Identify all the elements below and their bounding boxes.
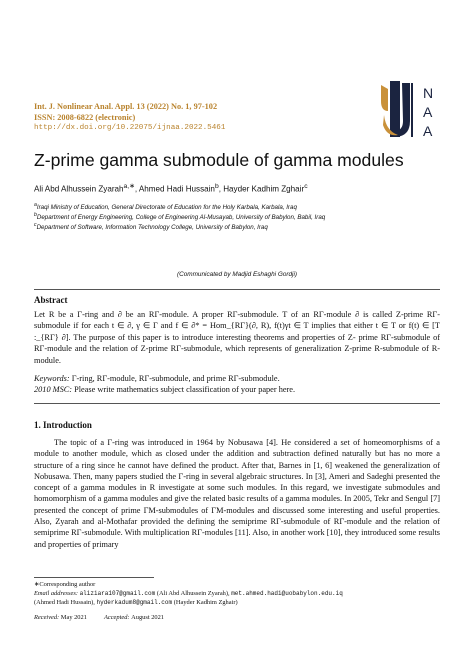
- email-link[interactable]: met.ahmed.hadi@uobabylon.edu.iq: [231, 590, 343, 598]
- msc-label: 2010 MSC:: [34, 385, 73, 395]
- affiliation-sup: c: [34, 222, 37, 228]
- abstract-heading: Abstract: [34, 295, 68, 305]
- abstract-top-rule: [34, 289, 440, 290]
- email-link[interactable]: hyderkadum8@gmail.com: [96, 599, 173, 607]
- journal-citation: Int. J. Nonlinear Anal. Appl. 13 (2022) No. 1, 97-102: [34, 102, 218, 111]
- corresponding-author-note: ∗Corresponding author: [34, 581, 96, 588]
- introduction-paragraph: The topic of a Γ-ring was introduced in 1964 by Nobusawa [4]. He considered a set of homeomorphisms of a module to another module, which as closed under the addition and subtraction defined naturally but has no more a structure of a ring since he cannot have defined the product. After that, Barnes in [1, 6] weakened the generalization of Nobusawa. Then, many papers studied the Γ-ring in several algebraic structures. In [3], Ameri and Sadeghi presented the concept of a gamma modules in R investigate at some such modules. In this regard, we investigate submodules and homomorphism of a gamma modules and give the related basic results of a gamma modules. In 2005, Tekr and Sengul [7] presented the concept of prime ΓM-submodules of ΓM-modules and discussed some interesting and useful properties. Also, Zyarah and al-Mothafar provided the defining the semiprime RΓ-submodule of RΓ-module and the relation of semiprime RΓ-submodule. With multiplication RΓ-modules [11]. Also, in another work [10], they introduced some results and properties of primary: [34, 438, 440, 549]
- author-name: Hayder Kadhim Zghair: [223, 184, 305, 194]
- journal-issn: ISSN: 2008-6822 (electronic): [34, 113, 136, 123]
- section-heading: 1. Introduction: [34, 420, 92, 430]
- author-list: Ali Abd Alhussein Zyarah$^{a,∗}$, Ahmed Hadi Hussain$^b$, Hayder Kadhim Zghair$^c$: [34, 183, 308, 194]
- accepted-date: August 2021: [131, 614, 164, 621]
- author-sup: b: [214, 183, 219, 190]
- affiliation-text: Iraqi Ministry of Education, General Directorate of Education for the Holy Karbala, Karbala, Iraq: [36, 204, 297, 212]
- journal-doi-link[interactable]: http://dx.doi.org/10.22075/ijnaa.2022.5461: [34, 124, 226, 133]
- msc-text: Please write mathematics subject classification of your paper here.: [74, 385, 296, 395]
- author-name: Ali Abd Alhussein Zyarah: [34, 184, 124, 194]
- email-owner: (Ali Abd Alhussein Zyarah),: [156, 590, 230, 598]
- footnote-rule: [34, 577, 154, 578]
- logo-letter-n: N: [423, 85, 434, 101]
- affiliation-b: [34, 212, 325, 221]
- author-name: Ahmed Hadi Hussain: [138, 184, 215, 194]
- affiliation-sup: a: [34, 202, 37, 208]
- journal-header: [34, 101, 225, 135]
- affiliation-a: [34, 202, 297, 211]
- affiliation-c: [34, 222, 268, 231]
- logo-letter-a2: A: [423, 123, 433, 139]
- author-sup: c: [304, 183, 308, 190]
- keywords-block: [34, 373, 295, 396]
- affiliation-sup: b: [34, 212, 37, 218]
- affiliation-text: Department of Software, Information Technology College, University of Babylon, Iraq: [36, 224, 268, 232]
- email-owner: (Ahmed Hadi Hussain),: [34, 599, 95, 607]
- communicated-by: (Communicated by Madjid Eshaghi Gordji): [176, 271, 298, 278]
- email-link[interactable]: aliziara107@gmail.com: [79, 590, 156, 598]
- keywords-text: Γ-ring, RΓ-module, RΓ-submodule, and prime RΓ-submodule.: [71, 374, 280, 383]
- paper-title: Z-prime gamma submodule of gamma modules: [34, 150, 404, 170]
- abstract-bottom-rule: [34, 403, 440, 404]
- footnote-block: [34, 580, 444, 608]
- author-sup: a,∗: [123, 183, 135, 190]
- received-accepted-dates: [34, 614, 164, 621]
- accepted-label: Accepted:: [103, 614, 130, 621]
- ijnaa-logo: [378, 79, 444, 141]
- affiliation-text: Department of Energy Engineering, College of Engineering Al-Musayab, University of Babylon, Babil, Iraq: [36, 214, 326, 222]
- email-owner: (Hayder Kadhim Zghair): [173, 599, 238, 607]
- email-label: Email addresses:: [34, 590, 78, 598]
- logo-letter-a1: A: [423, 104, 433, 120]
- abstract-text: Let R be a Γ-ring and ∂ be an RΓ-module. A proper RΓ-submodule. T of an RΓ-module ∂ is called Z-prime RΓ-submodule if for each t ∈ ∂, γ ∈ Γ and f ∈ ∂* = Hom_{RΓ}(∂, R), f(t)γt ∈ T implies that either t ∈ T or f(t) ∈ [T :_{RΓ} ∂]. The purpose of this paper is to introduce interesting theorems and properties of Z- prime RΓ-submodule of RΓ-module and the relation of Z-prime RΓ-submodule, which represents of generalization Z-prime R-submodule of R-module.: [34, 310, 440, 365]
- received-date: May 2021: [60, 614, 87, 621]
- introduction-body: [34, 437, 440, 550]
- received-label: Received:: [34, 614, 60, 621]
- keywords-label: Keywords:: [34, 374, 70, 383]
